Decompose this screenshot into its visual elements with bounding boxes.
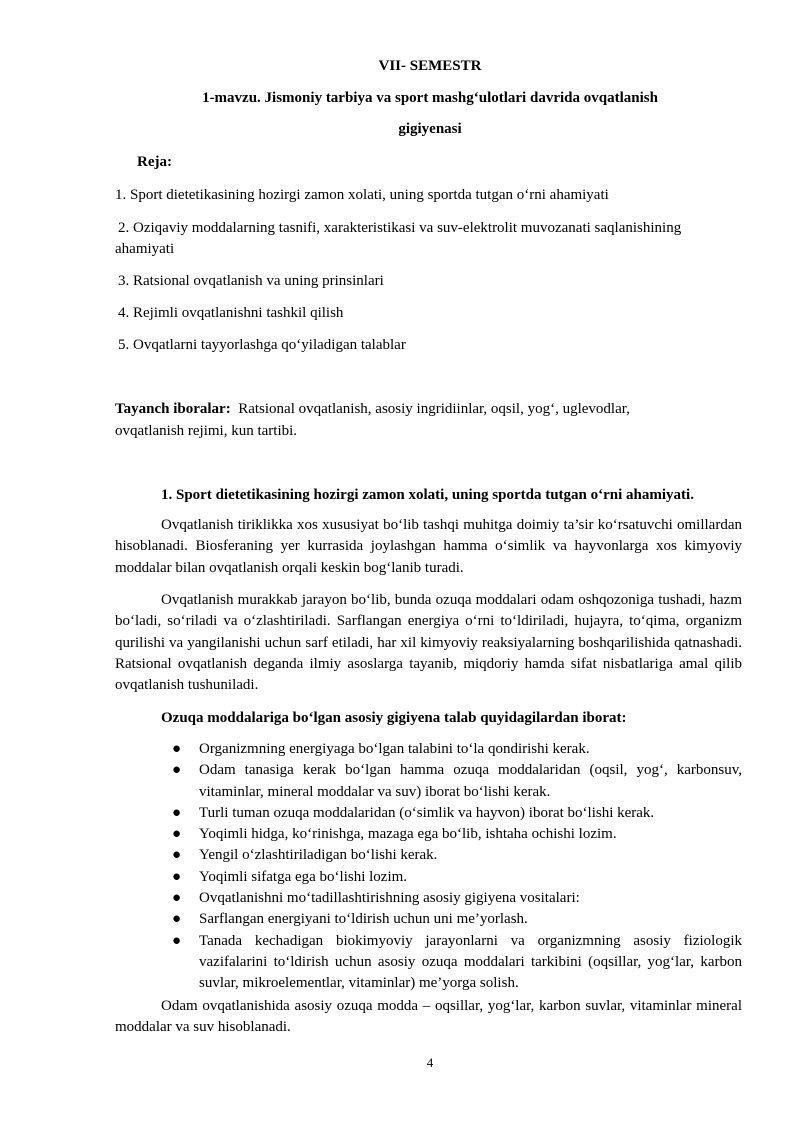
bullet-dot-icon: ● xyxy=(172,741,182,757)
list-item: ● Yoqimli hidga, ko‘rinishga, mazaga ega bo‘lib, ishtaha ochishi lozim. xyxy=(172,824,742,845)
keywords-line2: ovqatlanish rejimi, kun tartibi. xyxy=(115,423,298,439)
list-item: ● Tanada kechadigan biokimyoviy jarayonlarni va organizmning asosiy fiziologik vazifalarini to‘ldirish uchun asosiy ozuqa moddalari tarkibini (oqsillar, yog‘lar, karbon suvlar, mikroelementlar, vitaminlar) me’yorga solish. xyxy=(172,932,742,992)
plan-item-5: 5. Ovqatlarni tayyorlashga qo‘yiladigan talablar xyxy=(118,337,406,353)
plan-item-2: 2. Oziqaviy moddalarning tasnifi, xarakteristikasi va suv-elektrolit muvozanati saqlanishining xyxy=(118,220,682,236)
section1-paragraph-1: Ovqatlanish tiriklikka xos xususiyat bo‘lib tashqi muhitga doimiy ta’sir ko‘rsatuvchi omillardan hisoblanadi. Biosferaning yer kurrasida joylashgan hamma o‘simlik va hayvonlarga xos kimyoviy moddalar bilan ovqatlanish orqali keskin bog‘lanib turadi. xyxy=(115,517,742,576)
requirements-heading: Ozuqa moddalariga bo‘lgan asosiy gigiyena talab quyidagilardan iborat: xyxy=(161,710,627,726)
section1-heading: 1. Sport dietetikasining hozirgi zamon xolati, uning sportda tutgan o‘rni ahamiyati. xyxy=(161,487,694,503)
topic-title-line2: gigiyenasi xyxy=(398,121,462,137)
section1-paragraph-3: Odam ovqatlanishida asosiy ozuqa modda – oqsillar, yog‘lar, karbon suvlar, vitaminlar mineral moddalar va suv hisoblanadi. xyxy=(115,998,742,1036)
bullet-dot-icon: ● xyxy=(172,911,182,928)
plan-heading: Reja: xyxy=(137,154,172,170)
requirements-list xyxy=(172,739,742,995)
list-item: ● Organizmning energiyaga bo‘lgan talabini to‘la qondirishi kerak. xyxy=(172,739,742,760)
bullet-dot-icon: ● xyxy=(172,932,182,949)
topic-title-line1: 1-mavzu. Jismoniy tarbiya va sport mashg‘ulotlari davrida ovqatlanish xyxy=(202,90,658,106)
plan-item-4: 4. Rejimli ovqatlanishni tashkil qilish xyxy=(118,305,344,321)
plan-item-1: 1. Sport dietetikasining hozirgi zamon xolati, uning sportda tutgan o‘rni ahamiyati xyxy=(115,187,609,203)
plan-item-2-continuation: ahamiyati xyxy=(115,241,175,257)
bullet-dot-icon: ● xyxy=(172,847,182,864)
list-item: ● Yoqimli sifatga ega bo‘lishi lozim. xyxy=(172,867,742,888)
bullet-dot-icon: ● xyxy=(172,868,182,885)
bullet-dot-icon: ● xyxy=(172,762,182,779)
list-item: ● Turli tuman ozuqa moddalaridan (o‘simlik va hayvon) iborat bo‘lishi kerak. xyxy=(172,803,742,824)
page-number: 4 xyxy=(426,1055,434,1070)
list-item: ● Sarflangan energiyani to‘ldirish uchun uni me’yorlash. xyxy=(172,909,742,930)
semester-heading: VII- SEMESTR xyxy=(378,58,482,74)
section1-paragraph-2: Ovqatlanish murakkab jarayon bo‘lib, bunda ozuqa moddalari odam oshqozoniga tushadi, hazm bo‘ladi, so‘riladi va o‘zlashtiriladi. Sarflangan energiya o‘rni to‘ldiriladi, hujayra, to‘qima, organizm qurilishi va yangilanishi uchun sarf etiladi, har xil kimyoviy reaksiyalarning boshqarilishida qatnashadi. Ratsional ovqatlanish deganda ilmiy asoslarga tayanib, miqdoriy hamda sifat nisbatlariga amal qilib ovqatlanish tushuniladi. xyxy=(115,592,742,694)
list-item: ● Odam tanasiga kerak bo‘lgan hamma ozuqa moddalaridan (oqsil, yog‘, karbonsuv, vitaminlar, mineral moddalar va suv) iborat bo‘lishi kerak. xyxy=(172,762,742,800)
list-item: ● Yengil o‘zlashtiriladigan bo‘lishi kerak. xyxy=(172,845,742,866)
keywords-line1 xyxy=(115,399,630,420)
keywords-text: Ratsional ovqatlanish, asosiy ingridiinlar, oqsil, yog‘, uglevodlar, xyxy=(238,401,630,417)
bullet-dot-icon: ● xyxy=(172,804,182,821)
bullet-dot-icon: ● xyxy=(172,890,182,907)
plan-item-3: 3. Ratsional ovqatlanish va uning prinsinlari xyxy=(118,273,384,289)
keywords-label: Tayanch iboralar: xyxy=(115,401,231,417)
list-item: ● Ovqatlanishni mo‘tadillashtirishning asosiy gigiyena vositalari: xyxy=(172,888,742,909)
bullet-dot-icon: ● xyxy=(172,826,182,843)
